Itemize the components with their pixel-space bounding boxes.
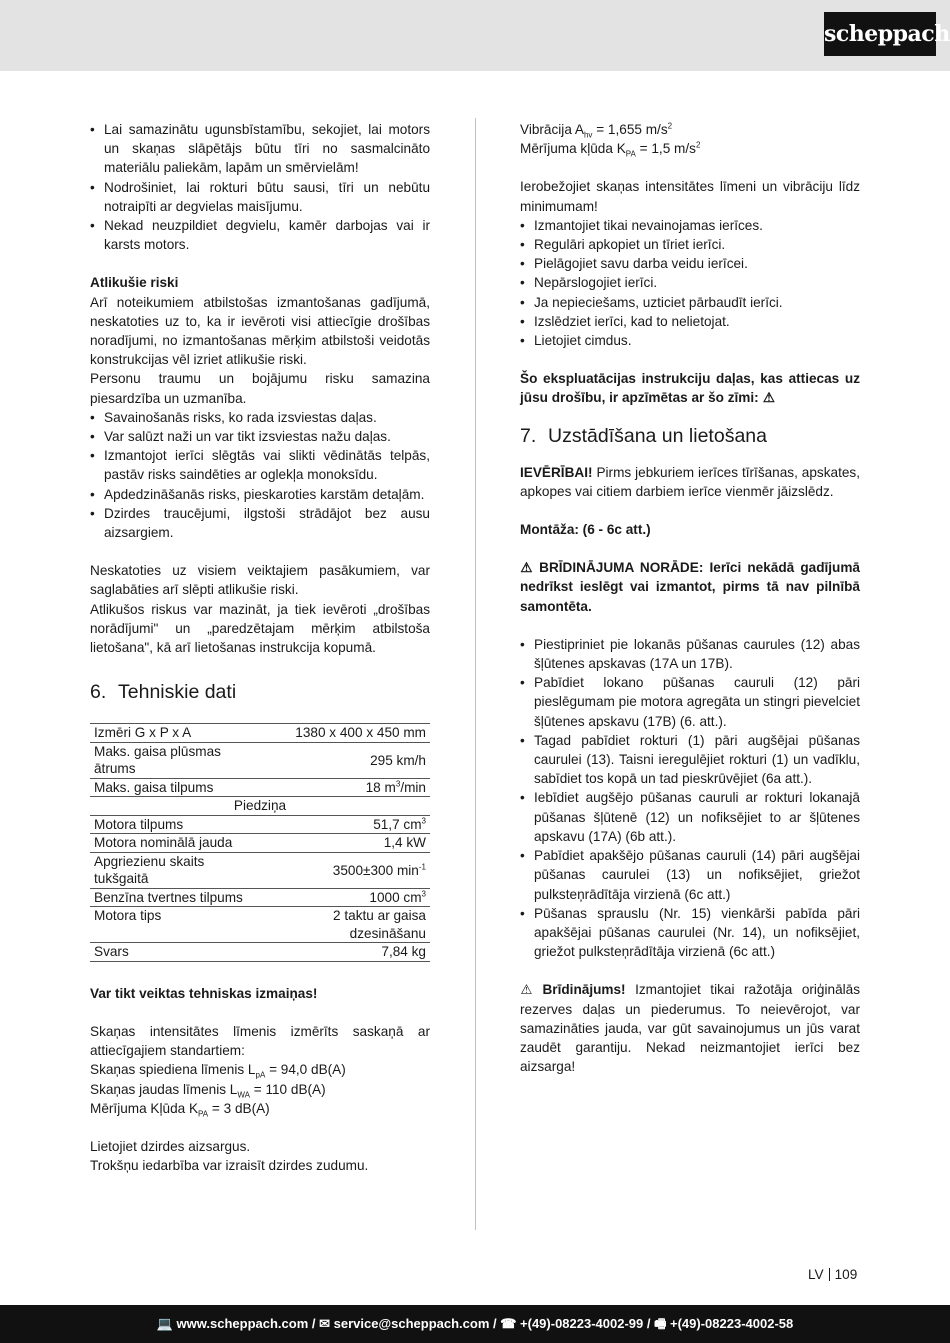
noise-pressure-line: Skaņas spiediena līmenis $L_{pA} = 94,0$ dB(A) (90, 1062, 346, 1081)
section-title: Tehniskie dati (118, 681, 237, 704)
list-item: • Izmantojiet tikai nevainojamas ierīces. (520, 216, 860, 235)
table-row (90, 778, 430, 797)
page-header (0, 0, 950, 71)
noise-power-line: Skaņas jaudas līmenis $L_{WA} = 110$ dB(A) (90, 1081, 326, 1100)
left-column (90, 120, 430, 1175)
list-item: • Tagad pabīdiet rokturi (1) pāri augšējai pūšanas caurulei (13). Taisni ieregulējiet rokturi (1) un vadīklu, sabīdiet tos kopā un tad pieskrūvējiet (6a att.). (520, 731, 860, 789)
list-item: • Nodrošiniet, lai rokturi būtu sausi, tīri un nebūtu notraipīti ar degvielas maisījumu. (90, 178, 430, 216)
table-row (90, 907, 430, 943)
table-row (90, 852, 430, 888)
list-item: • Pūšanas sprauslu (Nr. 15) vienkārši pabīda pāri apakšējai pūšanas caurulei (Nr. 14), un nofiksējiet, griežot pulksteņrādītāja virzienā (6c att.) (520, 904, 860, 962)
list-item: • Lai samazinātu ugunsbīstamību, sekojiet, lai motors un skaņas slāpētājs būtu tīri no sasmalcināto materiālu paliekām, lapām un smērvielām! (90, 120, 430, 178)
list-item: • Pabīdiet apakšējo pūšanas cauruli (14) pāri augšējai pūšanas caurulei (13) un nofiksējiet, griežot pulksteņrādītāja virzienā (6c att.) (520, 846, 860, 904)
list-item: • Ja nepieciešams, uzticiet pārbaudīt ierīci. (520, 293, 860, 312)
list-item: • Iebīdiet augšējo pūšanas cauruli ar rokturi lokanajā pūšanas šļūtenē (12) un nofiksējiet to ar šļūtenes apskavu (17A) (6b att.). (520, 788, 860, 846)
list-item: • Piestipriniet pie lokanās pūšanas caurules (12) abas šļūtenes apskavas (17A un 17B). (520, 635, 860, 673)
language-code: LV (808, 1267, 824, 1282)
final-warning-paragraph: ⚠ Brīdinājums! Izmantojiet tikai ražotāja oriģinālās rezerves daļas un piederumus. To neievērojot, var samazināties jauda, var gūt savainojumus un jūs varat zaudēt garantiju. Nekad neizmantojiet ierīci bez aizsarga! (520, 982, 860, 1075)
right-column (520, 120, 860, 1076)
paragraph: Ierobežojiet skaņas intensitātes līmeni un vibrāciju līdz minimumam! (520, 179, 860, 214)
phone-icon: ☎ (500, 1316, 517, 1331)
page-footer (0, 1305, 950, 1343)
section-number: 6. (90, 681, 107, 704)
spec-value: 3500±300 $\min^{-1}$ (260, 852, 430, 888)
spec-label: Izmēri G x P x A (90, 724, 260, 743)
page-number-value: 109 (834, 1267, 858, 1282)
spec-value: 18 $m^3/\min$ (260, 778, 430, 797)
paragraph: Personu traumu un bojājumu risku samazina piesardzība un uzmanība. (90, 371, 430, 406)
section-6-heading (90, 680, 430, 704)
intro-bullet-list (90, 120, 430, 254)
warning-triangle-icon: ⚠ (520, 560, 533, 576)
mail-icon: ✉ (319, 1316, 331, 1331)
phone-number: +(49)-08223-4002-99 / (516, 1316, 655, 1331)
list-item: • Izslēdziet ierīci, kad to nelietojat. (520, 312, 860, 331)
attention-paragraph: IEVĒRĪBAI! Pirms jebkuriem ierīces tīrīšanas, apskates, apkopes vai citiem darbiem ierīce vienmēr jāizslēdz. (520, 464, 860, 499)
table-row (90, 797, 430, 816)
fax-number: +(49)-08223-4002-58 (666, 1316, 794, 1331)
fax-icon: 🖷 (654, 1316, 667, 1331)
list-item: • Savainošanās risks, ko rada izsviestas daļas. (90, 408, 430, 427)
list-item: • Var salūzt naži un var tikt izsviestas nažu daļas. (90, 427, 430, 446)
paragraph: Trokšņu iedarbība var izraisīt dzirdes zudumu. (90, 1158, 369, 1174)
spec-value: 7,84 kg (260, 943, 430, 962)
vibration-line: Vibrācija $A_{hv} = 1,655$ $m/s^2$ (520, 121, 673, 140)
spec-value: 295 km/h (260, 742, 430, 778)
section-title: Uzstādīšana un lietošana (548, 424, 767, 447)
spec-value: 1,4 kW (260, 834, 430, 853)
residual-risks-heading: Atlikušie riski (90, 275, 179, 291)
computer-icon: 💻 (156, 1316, 173, 1331)
spec-table (90, 723, 430, 962)
warning-triangle-icon: ⚠ (762, 390, 776, 406)
list-item: • Dzirdes traucējumi, ilgstoši strādājot bez ausu aizsargiem. (90, 504, 430, 542)
website-link[interactable]: www.scheppach.com / (172, 1316, 320, 1331)
table-row (90, 834, 430, 853)
list-item: • Pielāgojiet savu darba veidu ierīcei. (520, 254, 860, 273)
table-row (90, 815, 430, 834)
paragraph: Atlikušos riskus var mazināt, ja tiek ievēroti „drošības norādījumi" un „paredzētajam mērķim atbilstoša lietošana", kā arī lietošanas instrukcija kopumā. (90, 601, 430, 656)
limit-bullet-list (520, 216, 860, 350)
spec-label: Maks. gaisa plūsmas ātrums (90, 742, 260, 778)
paragraph: Skaņas intensitātes līmenis izmērīts saskaņā ar attiecīgajiem standartiem: (90, 1023, 430, 1059)
paragraph: Arī noteikumiem atbilstošas izmantošanas gadījumā, neskatoties uz to, ka ir ievēroti visi attiecīgie drošības noradījumi, no izmantošanas mērķim atbilstoši veidotās konstrukcijas vēl izriet atlikušie riski. (90, 294, 430, 368)
assembly-bullet-list (520, 635, 860, 961)
assembly-heading: Montāža: (6 - 6c att.) (520, 522, 651, 538)
paragraph: Lietojiet dzirdes aizsargus. (90, 1139, 251, 1154)
warning-paragraph: ⚠ BRĪDINĀJUMA NORĀDE: Ierīci nekādā gadījumā nedrīkst ieslēgt vai izmantot, pirms tā nav pilnībā samontēta. (520, 560, 860, 614)
list-item: • Lietojiet cimdus. (520, 331, 860, 350)
page-number (808, 1265, 857, 1284)
spec-value: 1380 x 400 x 450 mm (260, 724, 430, 743)
spec-label: Motora nominālā jauda (90, 834, 260, 853)
spec-label: Apgriezienu skaits tukšgaitā (90, 852, 260, 888)
list-item: • Apdedzināšanās risks, pieskaroties karstām detaļām. (90, 485, 430, 504)
spec-group-header: Piedziņa (90, 797, 430, 816)
list-item: • Pabīdiet lokano pūšanas cauruli (12) pāri pieslēgumam pie motora agregāta un stingri pievelciet šļūtenes apskavu (17B) (6. att.). (520, 673, 860, 731)
paragraph: Neskatoties uz visiem veiktajiem pasākumiem, var saglabāties arī slēpti atlikušie riski. (90, 563, 430, 598)
list-item: • Nepārslogojiet ierīci. (520, 273, 860, 292)
spec-label: Motora tips (90, 907, 260, 943)
list-item: • Regulāri apkopiet un tīriet ierīci. (520, 235, 860, 254)
brand-logo: scheppach (824, 12, 936, 56)
column-divider (475, 118, 476, 1230)
safety-symbol-note: Šo ekspluatācijas instrukciju daļas, kas attiecas uz jūsu drošību, ir apzīmētas ar šo zīmi: ⚠ (520, 369, 860, 407)
spec-label: Svars (90, 943, 260, 962)
spec-label: Maks. gaisa tilpums (90, 778, 260, 797)
section-number: 7. (520, 424, 537, 447)
table-row (90, 724, 430, 743)
table-row (90, 943, 430, 962)
noise-error-line: Mērījuma Kļūda $K_{PA} = 3$ dB(A) (90, 1100, 270, 1119)
warning-triangle-icon: ⚠ (520, 982, 533, 998)
list-item: • Izmantojot ierīci slēgtās vai slikti vēdinātās telpās, pastāv risks saindēties ar oglekļa monoksīdu. (90, 446, 430, 484)
spec-value: 2 taktu ar gaisa dzesināšanu (260, 907, 430, 943)
spec-value: 51,7 $cm^3$ (260, 815, 430, 834)
tech-changes-note: Var tikt veiktas tehniskas izmaiņas! (90, 985, 318, 1001)
vibration-error-line: Mērījuma kļūda $K_{PA} = 1,5$ $m/s^2$ (520, 140, 701, 159)
table-row (90, 742, 430, 778)
table-row (90, 888, 430, 907)
spec-label: Motora tilpums (90, 815, 260, 834)
spec-value: 1000 $cm^3$ (260, 888, 430, 907)
spec-label: Benzīna tvertnes tilpums (90, 888, 260, 907)
residual-risk-list (90, 408, 430, 542)
section-7-heading (520, 424, 860, 448)
list-item: • Nekad neuzpildiet degvielu, kamēr darbojas vai ir karsts motors. (90, 216, 430, 254)
email-link[interactable]: service@scheppach.com / (330, 1316, 501, 1331)
